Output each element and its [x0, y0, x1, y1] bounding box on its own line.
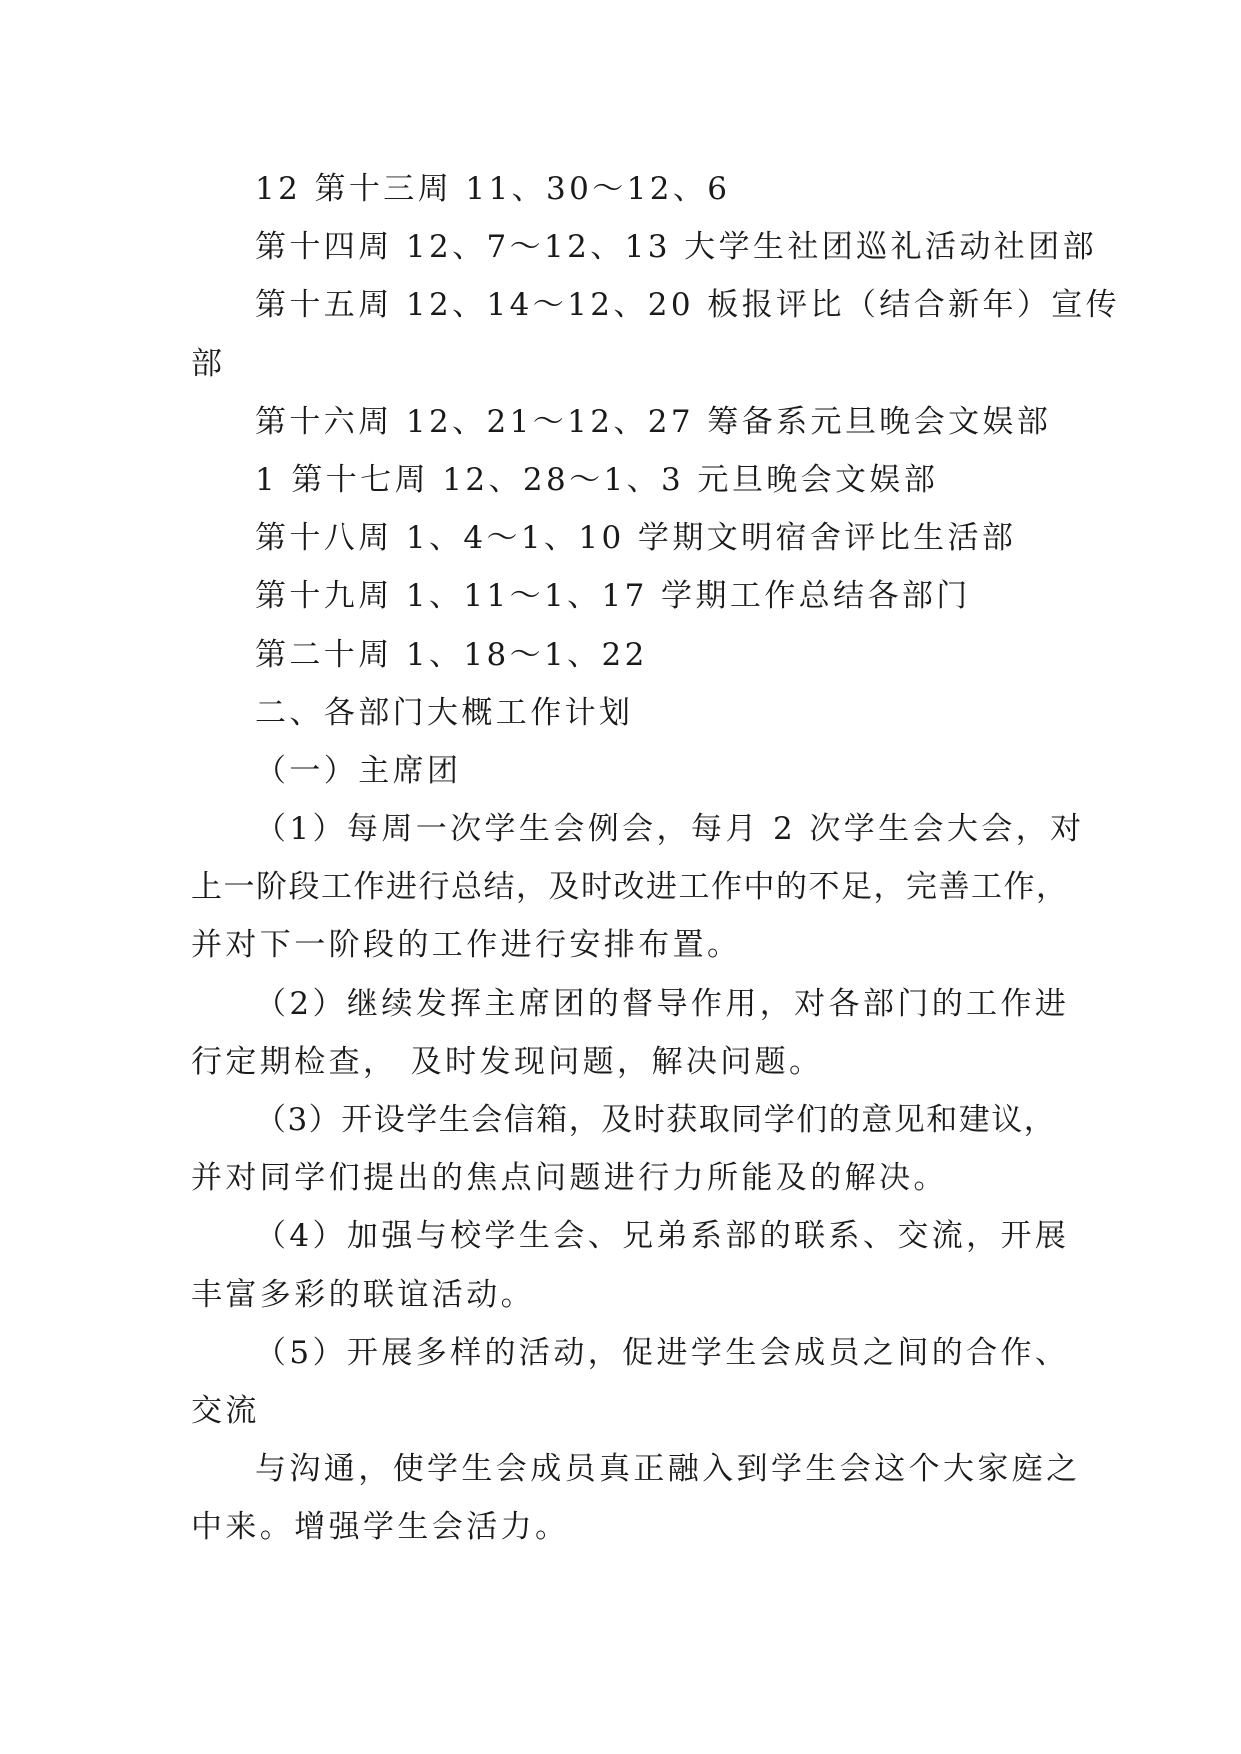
- subsection-heading: （一）主席团: [255, 752, 462, 789]
- paragraph-1-line-3: 并对下一阶段的工作进行安排布置。: [191, 927, 742, 964]
- paragraph-4-line-2: 丰富多彩的联谊活动。: [191, 1276, 535, 1313]
- document-body: [191, 160, 1121, 1557]
- paragraph-5-line-1: （5）开展多样的活动，促进学生会成员之间的合作、: [255, 1334, 1070, 1371]
- paragraph-1-line-1: （1）每周一次学生会例会，每月 2 次学生会大会，对: [255, 811, 1085, 848]
- schedule-line-week14: 第十四周 12、7～12、13 大学生社团巡礼活动社团部: [255, 229, 1097, 266]
- schedule-line-week19: 第十九周 1、11～1、17 学期工作总结各部门: [255, 578, 971, 615]
- paragraph-6-line-2: 中来。增强学生会活力。: [191, 1509, 570, 1546]
- schedule-line-week15-cont: 部: [191, 345, 226, 382]
- paragraph-2-line-1: （2）继续发挥主席团的督导作用，对各部门的工作进: [255, 985, 1070, 1022]
- paragraph-5-line-2: 交流: [191, 1392, 260, 1429]
- section-heading: 二、各部门大概工作计划: [255, 694, 634, 731]
- schedule-line-week17: 1 第十七周 12、28～1、3 元旦晚会文娱部: [255, 461, 939, 498]
- schedule-line-week20: 第二十周 1、18～1、22: [255, 636, 648, 673]
- schedule-line-week18: 第十八周 1、4～1、10 学期文明宿舍评比生活部: [255, 520, 1017, 557]
- schedule-line-week13: 12 第十三周 11、30～12、6: [255, 171, 731, 207]
- paragraph-1-line-2: 上一阶段工作进行总结，及时改进工作中的不足，完善工作，: [191, 869, 1069, 906]
- paragraph-2-line-2: 行定期检查， 及时发现问题，解决问题。: [191, 1043, 824, 1080]
- paragraph-3-line-2: 并对同学们提出的焦点问题进行力所能及的解决。: [191, 1160, 948, 1197]
- paragraph-6-line-1: 与沟通，使学生会成员真正融入到学生会这个大家庭之: [255, 1451, 1081, 1488]
- paragraph-4-line-1: （4）加强与校学生会、兄弟系部的联系、交流，开展: [255, 1218, 1070, 1255]
- schedule-line-week15: 第十五周 12、14～12、20 板报评比（结合新年）宣传: [255, 287, 1121, 324]
- paragraph-3-line-1: （3）开设学生会信箱，及时获取同学们的意见和建议，: [255, 1102, 1057, 1138]
- schedule-line-week16: 第十六周 12、21～12、27 筹备系元旦晚会文娱部: [255, 403, 1052, 440]
